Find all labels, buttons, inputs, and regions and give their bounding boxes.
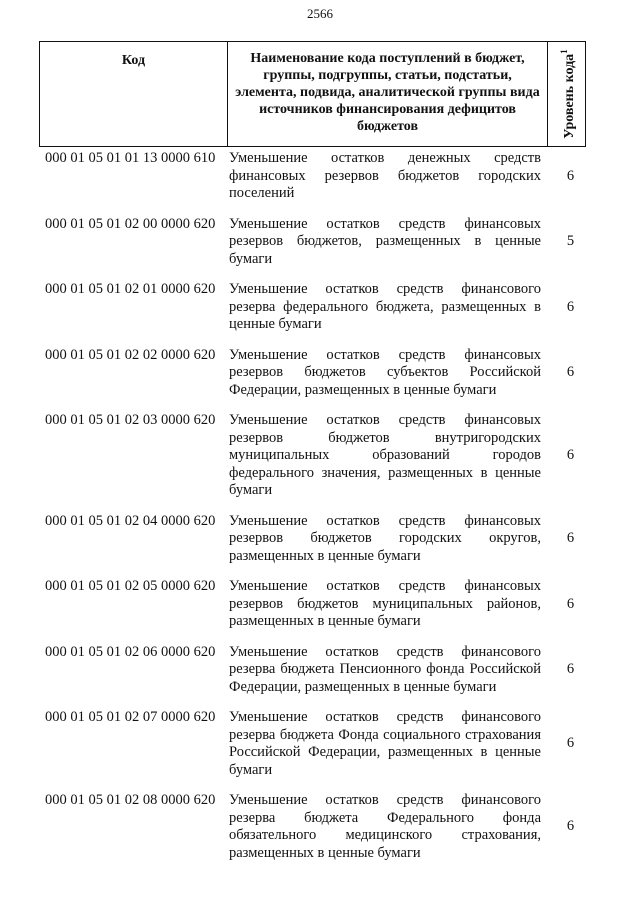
row-code: 000 01 05 01 02 07 0000 620 bbox=[45, 709, 216, 725]
row-code: 000 01 05 01 02 00 0000 620 bbox=[45, 215, 216, 232]
row-code: 000 01 05 01 02 05 0000 620 bbox=[45, 578, 216, 594]
row-name: Уменьшение остатков средств финансовых резервов бюджетов, размещенных в ценные бумаги bbox=[229, 215, 541, 267]
row-level: 6 bbox=[566, 661, 575, 677]
row-level: 6 bbox=[566, 298, 575, 315]
header-level bbox=[556, 49, 578, 138]
row-level: 6 bbox=[566, 595, 575, 612]
row-name: Уменьшение остатков средств финансового резерва бюджета Пенсионного фонда Российской Федерации, размещенных в ценные бумаги bbox=[229, 643, 541, 695]
table-row bbox=[39, 792, 586, 862]
row-level: 6 bbox=[566, 530, 575, 546]
row-name: Уменьшение остатков средств финансового резерва бюджета Федерального фонда обязательного медицинского страхования, размещенных в ценные бумаги bbox=[229, 792, 541, 861]
row-name: Уменьшение остатков денежных средств финансовых резервов бюджетов городских поселений bbox=[229, 150, 541, 201]
table-row bbox=[39, 644, 586, 697]
row-level: 6 bbox=[566, 167, 575, 184]
table-row bbox=[39, 513, 586, 566]
row-code: 000 01 05 01 02 03 0000 620 bbox=[45, 412, 216, 428]
row-level: 5 bbox=[566, 233, 575, 249]
header-level-cell bbox=[548, 42, 585, 146]
row-level: 6 bbox=[566, 818, 575, 835]
row-code: 000 01 05 01 02 04 0000 620 bbox=[45, 512, 216, 529]
header-level-footnote: 1 bbox=[558, 49, 569, 54]
header-name: Наименование кода поступлений в бюджет, группы, подгруппы, статьи, подстатьи, элемента, подвида, аналитической группы вида источников финансирования дефицитов бюджетов bbox=[228, 42, 548, 146]
table-row bbox=[39, 412, 586, 500]
header-level-label: Уровень кода bbox=[561, 53, 577, 139]
row-name: Уменьшение остатков средств финансовых резервов бюджетов субъектов Российской Федерации, размещенных в ценные бумаги bbox=[229, 346, 541, 398]
row-name: Уменьшение остатков средств финансового резерва федерального бюджета, размещенных в ценные бумаги bbox=[229, 281, 541, 332]
row-name: Уменьшение остатков средств финансовых резервов бюджетов внутригородских муниципальных образований городов федерального значения, размещенных в ценные бумаги bbox=[229, 412, 541, 498]
table-row bbox=[39, 578, 586, 631]
row-name: Уменьшение остатков средств финансовых резервов бюджетов муниципальных районов, размещенных в ценные бумаги bbox=[229, 578, 541, 629]
table-body bbox=[39, 150, 586, 875]
row-code: 000 01 05 01 02 08 0000 620 bbox=[45, 792, 216, 808]
row-level: 6 bbox=[566, 735, 575, 752]
table-row bbox=[39, 709, 586, 779]
table-row bbox=[39, 216, 586, 269]
row-name: Уменьшение остатков средств финансовых резервов бюджетов городских округов, размещенных в ценные бумаги bbox=[229, 512, 541, 564]
row-name: Уменьшение остатков средств финансового резерва бюджета Фонда социального страхования Российской Федерации, размещенных в ценные бумаги bbox=[229, 709, 541, 778]
row-code: 000 01 05 01 02 01 0000 620 bbox=[45, 281, 216, 297]
page-number: 2566 bbox=[307, 6, 333, 21]
table-row bbox=[39, 150, 586, 203]
table-row bbox=[39, 281, 586, 334]
table-header bbox=[39, 41, 586, 147]
row-code: 000 01 05 01 02 06 0000 620 bbox=[45, 643, 216, 660]
header-code: Код bbox=[40, 42, 228, 146]
row-level: 6 bbox=[566, 447, 575, 463]
table-row bbox=[39, 347, 586, 400]
row-code: 000 01 05 01 01 13 0000 610 bbox=[45, 150, 216, 166]
row-code: 000 01 05 01 02 02 0000 620 bbox=[45, 346, 216, 363]
row-level: 6 bbox=[566, 364, 575, 380]
